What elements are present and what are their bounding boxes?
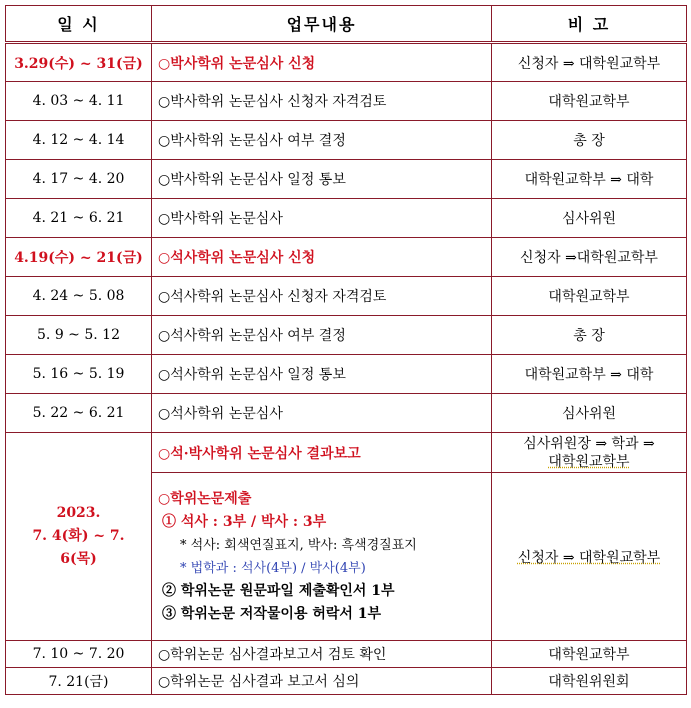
report-task: ○석·박사학위 논문심사 결과보고: [152, 433, 492, 473]
row-note: 대학원교학부: [492, 82, 687, 121]
schedule-table: [5, 5, 687, 695]
submit-item1-note: * 석사: 회색연질표지, 박사: 흑색경질표지: [180, 537, 417, 553]
row-date: 7. 21(금): [6, 668, 152, 695]
row-note: 신청자 ⇒대학원교학부: [492, 238, 687, 277]
submit-note-cell: [492, 473, 687, 641]
submit-item2: ② 학위논문 원문파일 제출확인서 1부: [162, 582, 395, 599]
row-note: 대학원교학부: [492, 641, 687, 668]
table-row: [6, 355, 687, 394]
table-row: [6, 43, 687, 82]
row-date: 4. 21 ~ 6. 21: [6, 199, 152, 238]
row-note: 총 장: [492, 316, 687, 355]
report-note-line1: 심사위원장 ⇒ 학과 ⇒: [523, 435, 655, 452]
row-note: 심사위원: [492, 199, 687, 238]
table-row: [6, 277, 687, 316]
table-row: [6, 316, 687, 355]
row-date: 5. 22 ~ 6. 21: [6, 394, 152, 433]
row-note: 대학원교학부 ⇒ 대학: [492, 355, 687, 394]
row-task: ○박사학위 논문심사 신청: [152, 43, 492, 82]
row-date: 4.19(수) ~ 21(금): [6, 238, 152, 277]
row-task: ○학위논문 심사결과 보고서 심의: [152, 668, 492, 695]
row-task: ○석사학위 논문심사: [152, 394, 492, 433]
report-note-line2: 대학원교학부: [548, 453, 630, 470]
submit-item3: ③ 학위논문 저작물이용 허락서 1부: [162, 605, 382, 622]
row-task: ○박사학위 논문심사 여부 결정: [152, 121, 492, 160]
table-header-row: [6, 6, 687, 43]
merged-date-range: 7. 4(화) ~ 7. 6(목): [32, 528, 125, 567]
row-note: 신청자 ⇒ 대학원교학부: [492, 43, 687, 82]
row-note: 심사위원: [492, 394, 687, 433]
table-row: [6, 668, 687, 695]
row-date: 4. 24 ~ 5. 08: [6, 277, 152, 316]
row-note: 총 장: [492, 121, 687, 160]
row-note: 대학원위원회: [492, 668, 687, 695]
header-task: 업무내용: [152, 6, 492, 43]
row-date: 4. 12 ~ 4. 14: [6, 121, 152, 160]
row-task: ○석사학위 논문심사 신청: [152, 238, 492, 277]
row-task: ○석사학위 논문심사 여부 결정: [152, 316, 492, 355]
table-row-report: [6, 433, 687, 473]
row-note: 대학원교학부: [492, 277, 687, 316]
row-task: ○학위논문 심사결과보고서 검토 확인: [152, 641, 492, 668]
row-date: 7. 10 ~ 7. 20: [6, 641, 152, 668]
row-task: ○석사학위 논문심사 신청자 자격검토: [152, 277, 492, 316]
row-task: ○석사학위 논문심사 일정 통보: [152, 355, 492, 394]
submit-item1: ① 석사 : 3부 / 박사 : 3부: [162, 513, 327, 530]
submit-task-cell: [152, 473, 492, 641]
row-task: ○박사학위 논문심사 일정 통보: [152, 160, 492, 199]
row-task: ○박사학위 논문심사: [152, 199, 492, 238]
row-note: 대학원교학부 ⇒ 대학: [492, 160, 687, 199]
row-date: 5. 9 ~ 5. 12: [6, 316, 152, 355]
row-date: 4. 17 ~ 4. 20: [6, 160, 152, 199]
header-note: 비 고: [492, 6, 687, 43]
submit-title: ○학위논문제출: [158, 490, 252, 507]
header-date: 일 시: [6, 6, 152, 43]
table-row: [6, 641, 687, 668]
table-row: [6, 199, 687, 238]
row-task: ○박사학위 논문심사 신청자 자격검토: [152, 82, 492, 121]
table-row: [6, 160, 687, 199]
merged-date-cell: [6, 433, 152, 641]
row-date: 5. 16 ~ 5. 19: [6, 355, 152, 394]
submit-note: 신청자 ⇒ 대학원교학부: [517, 549, 661, 566]
merged-date-year: 2023.: [56, 505, 101, 521]
report-note-cell: [492, 433, 687, 473]
table-row: [6, 394, 687, 433]
table-row: [6, 82, 687, 121]
row-date: 4. 03 ~ 4. 11: [6, 82, 152, 121]
row-date: 3.29(수) ~ 31(금): [6, 43, 152, 82]
table-row: [6, 238, 687, 277]
submit-item1-law: * 법학과 : 석사(4부) / 박사(4부): [180, 560, 366, 576]
table-row: [6, 121, 687, 160]
